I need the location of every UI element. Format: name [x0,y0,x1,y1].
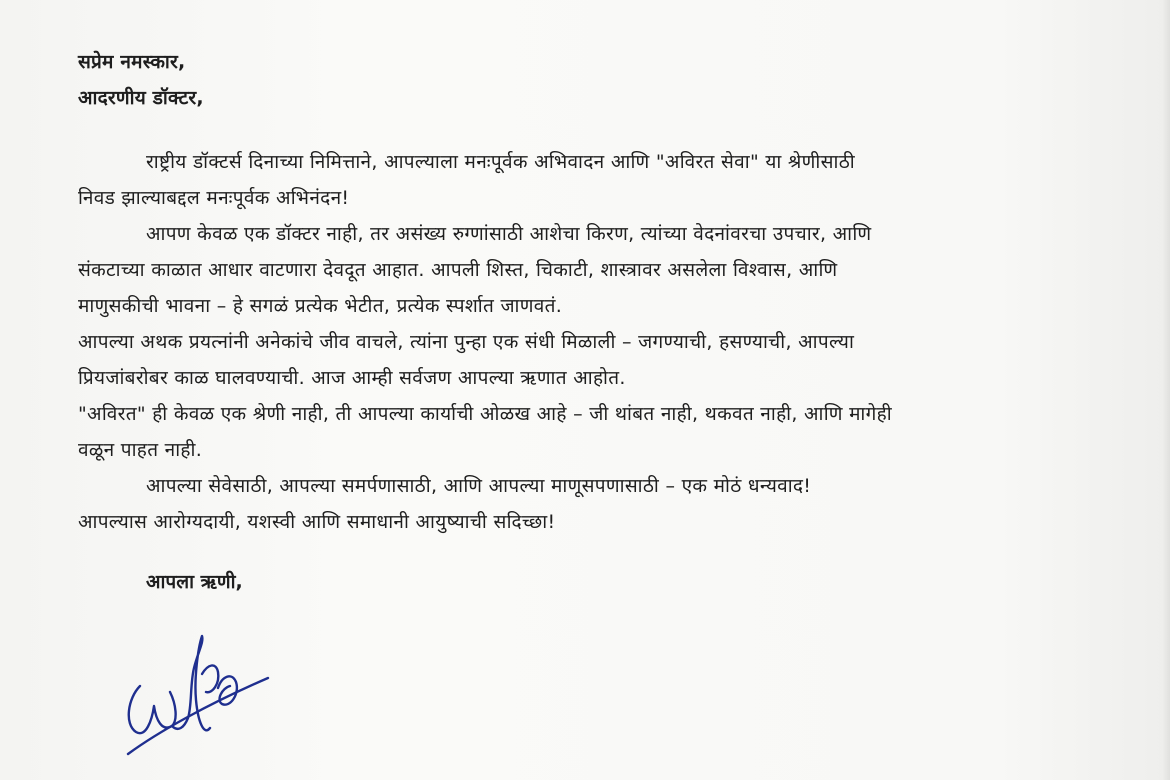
salutation-addressee: आदरणीय डॉक्टर, [78,87,204,109]
letter-line: आपण केवळ एक डॉक्टर नाही, तर असंख्य रुग्णांसाठी आशेचा किरण, त्यांच्या वेदनांवरचा उपचार, आणि [146,223,872,245]
letter-line: माणुसकीची भावना – हे सगळं प्रत्येक भेटीत, प्रत्येक स्पर्शात जाणवतं. [78,295,563,317]
letter-line: आपल्या अथक प्रयत्नांनी अनेकांचे जीव वाचले, त्यांना पुन्हा एक संधी मिळाली – जगण्याची, हसण्याची, आपल्या [78,331,855,353]
letter-line: निवड झाल्याबद्दल मनःपूर्वक अभिनंदन! [78,187,350,209]
salutation-greeting: सप्रेम नमस्कार, [78,51,186,73]
paper-edge-shadow [1162,0,1170,780]
letter-line: प्रियजांबरोबर काळ घालवण्याची. आज आम्ही सर्वजण आपल्या ऋणात आहोत. [78,367,626,389]
signature-strokes [128,636,268,754]
letter-paragraphs [78,144,1098,540]
letter-line: संकटाच्या काळात आधार वाटणारा देवदूत आहात. आपली शिस्त, चिकाटी, शास्त्रावर असलेला विश्वास, आणि [78,259,838,281]
letter-line: आपल्यास आरोग्यदायी, यशस्वी आणि समाधानी आयुष्याची सदिच्छा! [78,511,556,533]
letter-line: राष्ट्रीय डॉक्टर्स दिनाच्या निमित्ताने, आपल्याला मनःपूर्वक अभिवादन आणि "अविरत सेवा" या श्रेणीसाठी [146,151,855,173]
closing-line: आपला ऋणी, [146,571,243,593]
letter-line: आपल्या सेवेसाठी, आपल्या समर्पणासाठी, आणि आपल्या माणूसपणासाठी – एक मोठं धन्यवाद! [146,475,812,497]
letter-line: "अविरत" ही केवळ एक श्रेणी नाही, ती आपल्या कार्याची ओळख आहे – जी थांबत नाही, थकवत नाही, आणि मागेही [78,403,892,425]
letter-body [78,44,1098,619]
letter-line: वळून पाहत नाही. [78,439,203,461]
signature-image [118,628,278,758]
